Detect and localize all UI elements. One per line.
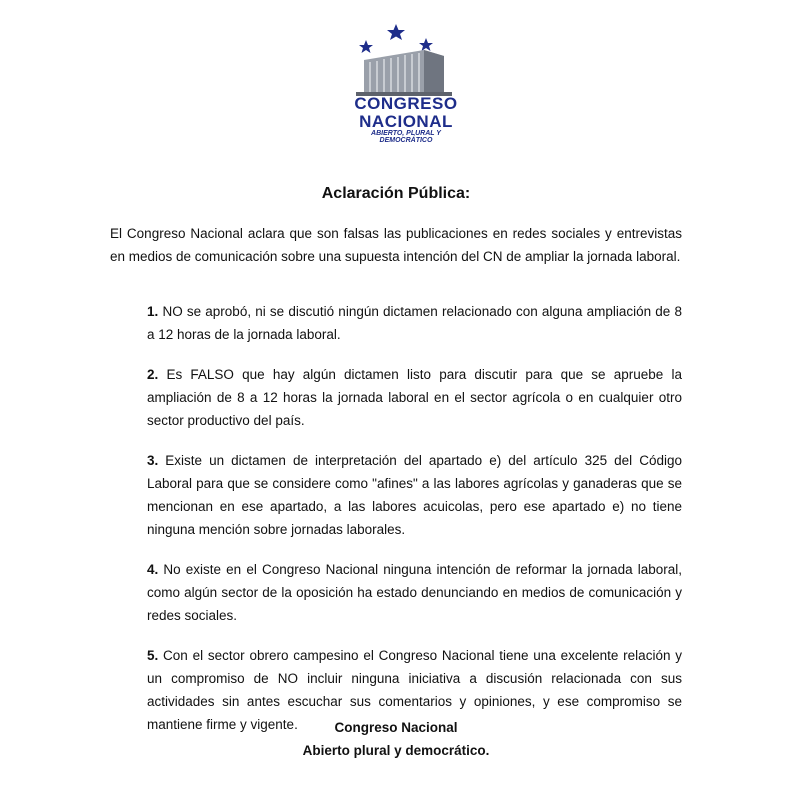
- point-text: Existe un dictamen de interpretación del apartado e) del artículo 325 del Código Laboral para que se considere como "afines" a las labores agrícolas y ganaderas que se mencionan en ese apartado, a las labores acuicolas, pero ese apartado e) no tiene ninguna mención sobre jornadas laborales.: [147, 453, 682, 537]
- point-number: 1.: [147, 304, 159, 319]
- point-1: [147, 300, 682, 346]
- intro-paragraph: El Congreso Nacional aclara que son falsas las publicaciones en redes sociales y entrevistas en medios de comunicación sobre una supuesta intención del CN de ampliar la jornada laboral.: [110, 226, 682, 264]
- signature-block: [0, 716, 792, 762]
- point-text: No existe en el Congreso Nacional ninguna intención de reformar la jornada laboral, como algún sector de la oposición ha estado denunciando en medios de comunicación y redes sociales.: [147, 562, 682, 623]
- logo-text-nacional: NACIONAL: [359, 112, 453, 131]
- congress-building-icon: [346, 22, 466, 97]
- logo-tagline: ABIERTO, PLURAL Y DEMOCRÁTICO: [371, 130, 441, 144]
- signature-motto: Abierto plural y democrático.: [302, 743, 490, 758]
- point-text: Es FALSO que hay algún dictamen listo para discutir para que se apruebe la ampliación de 8 a 12 horas la jornada laboral en el sector agrícola o en cualquier otro sector productivo del país.: [147, 367, 682, 428]
- signature-name: Congreso Nacional: [334, 720, 458, 735]
- congress-logo: [346, 22, 456, 142]
- point-number: 4.: [147, 562, 159, 577]
- document-title: Aclaración Pública:: [321, 185, 471, 202]
- point-number: 3.: [147, 453, 159, 468]
- point-4: [147, 558, 682, 627]
- point-text: NO se aprobó, ni se discutió ningún dictamen relacionado con alguna ampliación de 8 a 12 horas de la jornada laboral.: [147, 304, 682, 342]
- logo-text-congreso: CONGRESO: [354, 94, 458, 113]
- point-number: 5.: [147, 648, 159, 663]
- points-list: [147, 300, 682, 753]
- point-3: [147, 449, 682, 541]
- point-text: Con el sector obrero campesino el Congreso Nacional tiene una excelente relación y un compromiso de NO incluir ninguna iniciativa a discusión relacionada con sus actividades sin antes escuchar sus comentarios y opiniones, y ese compromiso se mantiene firme y vigente.: [147, 648, 682, 732]
- point-number: 2.: [147, 367, 159, 382]
- point-2: [147, 363, 682, 432]
